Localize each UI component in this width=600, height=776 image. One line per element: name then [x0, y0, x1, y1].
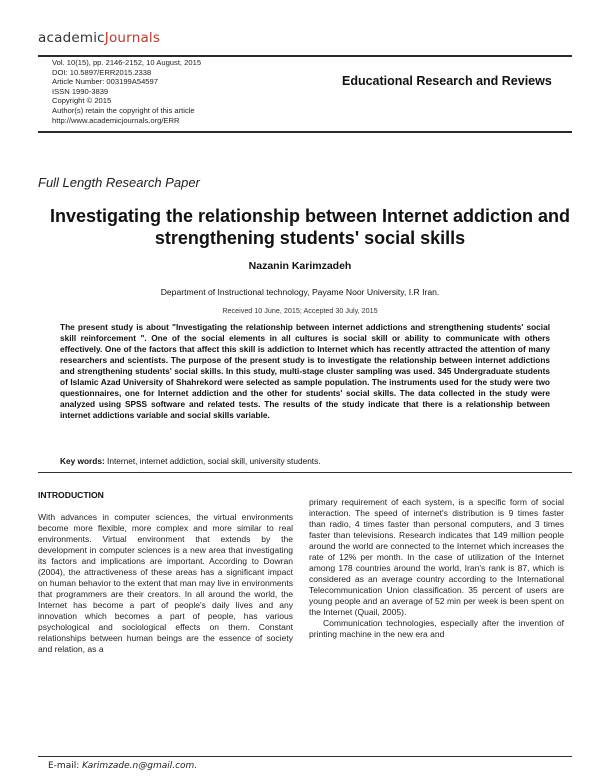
journal-header: [38, 56, 572, 132]
paper-title: Investigating the relationship between Internet addiction and strengthening students' social skills: [49, 206, 571, 248]
keywords: [60, 456, 550, 466]
intro-paragraph-1: With advances in computer sciences, the virtual environments become more flexible, more complex and more similar to real environments. Virtual environment that extends by the development in computer sciences is a new area that investigating its factors and implications are important. According to Dowran (2004), the attractiveness of these areas has a significant impact on human behavior to the extent that man may live in environments that programmers are their creators. In all around the world, the Internet has become a part of people's daily lives and any innovation which becomes a part of people, has various psychological and sociological effects on them. Constant relationships between human beings are the essence of society and relation, as a: [38, 512, 293, 654]
email-label: E-mail:: [48, 761, 80, 771]
intro-paragraph-1-cont: primary requirement of each system, is a specific form of social interaction. The speed of internet's distribution is 9 times faster than radio, 4 times faster than personal computers, and 3 times faster than televisions. Research indicates that 149 million people around the world are connected to the Internet which increases the rate of 12% per month. In the case of utilization of the Internet among 178 countries around the world, Iran's rank is 87, which is considered as an average country according to the International Telecommunication Union classification. 35 percent of users are young people and an average of 52 min per week is been spent on the Internet (Quail, 2005).: [309, 497, 564, 617]
journal-logo: [38, 30, 160, 46]
journal-meta: [50, 58, 309, 125]
logo-text-journals: Journals: [104, 30, 161, 46]
meta-doi: DOI: 10.5897/ERR2015.2338: [52, 67, 152, 77]
footer-rule: [38, 756, 572, 757]
meta-volume: Vol. 10(15), pp. 2146-2152, 10 August, 2015: [52, 58, 202, 67]
paper-type: Full Length Research Paper: [38, 175, 200, 190]
logo-text-academic: academic: [38, 30, 105, 46]
section-divider: [38, 472, 572, 473]
meta-copyright-note: Author(s) retain the copyright of this article: [52, 105, 195, 115]
section-heading-introduction: INTRODUCTION: [38, 490, 104, 500]
meta-issn: ISSN 1990-3839: [52, 86, 109, 96]
meta-url[interactable]: http://www.academicjournals.org/ERR: [52, 115, 180, 125]
intro-paragraph-2: Communication technologies, especially after the invention of printing machine in the new era and: [309, 618, 564, 639]
author-affiliation: Department of Instructional technology, Payame Noor University, I.R Iran.: [160, 287, 440, 297]
email-address[interactable]: Karimzade.n@gmail.com.: [82, 761, 198, 771]
intro-right-column: [309, 497, 564, 640]
keywords-label: Key words:: [60, 456, 105, 466]
author-name: Nazanin Karimzadeh: [248, 260, 352, 272]
intro-left-column: [38, 512, 293, 655]
author-email: [48, 761, 197, 771]
meta-copyright: Copyright © 2015: [52, 96, 112, 106]
meta-article-number: Article Number: 003199A54597: [52, 77, 158, 87]
received-accepted-dates: Received 10 June, 2015; Accepted 30 July, 2015: [222, 306, 378, 315]
abstract: The present study is about "Investigating the relationship between internet addictions and strengthening students' social skill reinforcement ". One of the social elements in all cultures is social skill or ability to communicate with others effectively. One of the factors that affect this skill is addiction to Internet which has recently attracted the attention of many researchers and scientists. The purpose of the present study is to investigate the relationship between internet addictions and strengthening students' social skills. In this study, multi-stage cluster sampling was used. 345 Undergraduate students of Islamic Azad University of Shahrekord were selected as sample population. The instruments used for the study were two questionnaires, one for Internet addiction and the other for students' social skills. The data collected in the study were analyzed using SPSS software and related tests. The results of the study indicate that there is a relationship between internet addictions variable and social skills variable.: [60, 322, 550, 420]
keywords-list: Internet, internet addiction, social skill, university students.: [107, 456, 321, 466]
journal-name: Educational Research and Reviews: [342, 74, 552, 88]
